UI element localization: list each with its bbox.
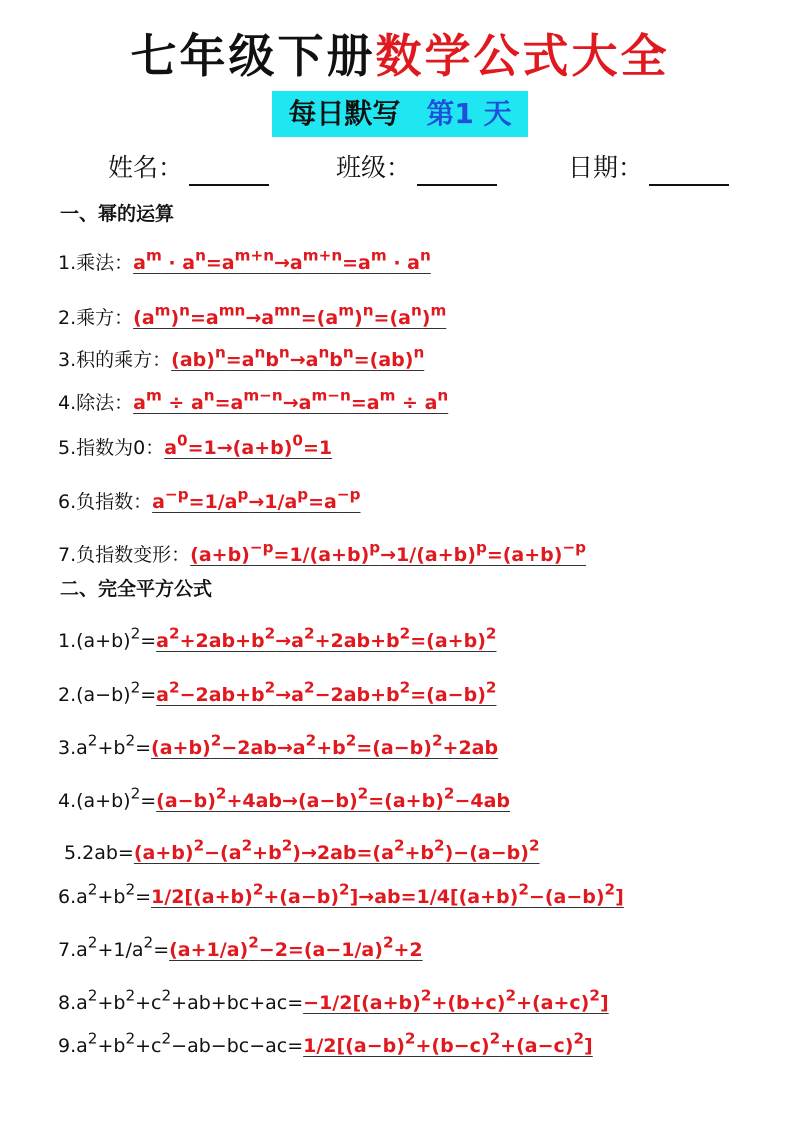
formula-label: 7.负指数变形： <box>58 544 191 566</box>
class-blank[interactable] <box>417 158 497 186</box>
title-grade: 七年级下册 <box>130 29 376 83</box>
formula-row <box>58 935 423 965</box>
formula-label: $7.a^2+1/a^2=$ <box>58 933 170 961</box>
formula-row <box>58 733 498 763</box>
formula-answer: $(a^m)^n=a^{mn}\to a^{mn}=(a^m)^n=(a^n)^m$ <box>133 301 447 329</box>
formula-answer: $(ab)^n=a^nb^n\to a^nb^n=(ab)^n$ <box>171 343 425 371</box>
day-prefix: 每日默写 <box>288 97 401 130</box>
formula-answer: $1/2[(a+b)^2+(a-b)^2]\to ab=1/4[(a+b)^2-(a-b)^2]$ <box>151 880 624 908</box>
formula-label: 2.乘方： <box>58 307 134 329</box>
name-field <box>108 150 269 186</box>
formula-label: 5.指数为0： <box>58 437 165 459</box>
formula-answer: $(a+1/a)^2-2=(a-1/a)^2+2$ <box>169 933 423 961</box>
formula-label: 3.积的乘方： <box>58 349 172 371</box>
formula-label: 5.2ab= <box>64 842 134 864</box>
formula-label: 6.负指数： <box>58 491 153 513</box>
section-title-powers: 一、幂的运算 <box>60 203 175 225</box>
formula-answer: $a^m \cdot a^n=a^{m+n}\to a^{m+n}=a^m \cdot a^n$ <box>133 246 431 274</box>
formula-row <box>58 540 586 570</box>
formula-answer: $a^2-2ab+b^2\to a^2-2ab+b^2=(a-b)^2$ <box>156 678 497 706</box>
formula-answer: $(a+b)^2-(a^2+b^2)\to 2ab=(a^2+b^2)-(a-b)^2$ <box>133 836 540 864</box>
section-title-square: 二、完全平方公式 <box>60 578 213 600</box>
formula-answer: $a^m \div a^n=a^{m-n}\to a^{m-n}=a^m \div a^n$ <box>133 386 449 414</box>
formula-label: $3.a^2+b^2=$ <box>58 731 152 759</box>
formula-answer: $-1/2[(a+b)^2+(b+c)^2+(a+c)^2]$ <box>303 986 609 1014</box>
formula-row <box>58 680 496 710</box>
formula-row <box>58 248 431 278</box>
day-banner <box>272 91 528 137</box>
formula-row <box>58 882 624 912</box>
formula-row <box>58 303 446 333</box>
formula-row <box>58 786 510 816</box>
formula-row <box>58 388 448 418</box>
formula-label: $9.a^2+b^2+c^2-ab-bc-ac=$ <box>58 1029 304 1057</box>
formula-label: $2.(a-b)^2=$ <box>58 678 157 706</box>
class-label: 班级： <box>336 153 412 182</box>
formula-label: 1.乘法： <box>58 252 134 274</box>
class-field <box>336 150 497 186</box>
day-number: 第1 天 <box>426 97 512 130</box>
formula-label: $1.(a+b)^2=$ <box>58 624 157 652</box>
page-title <box>0 28 800 84</box>
name-blank[interactable] <box>189 158 269 186</box>
formula-answer: $(a+b)^2-2ab\to a^2+b^2=(a-b)^2+2ab$ <box>151 731 499 759</box>
formula-row <box>58 345 424 375</box>
formula-label: $4.(a+b)^2=$ <box>58 784 157 812</box>
formula-row <box>64 838 540 868</box>
formula-row <box>58 487 361 517</box>
name-label: 姓名： <box>108 153 184 182</box>
formula-answer: $(a+b)^{-p}=1/(a+b)^p\to 1/(a+b)^p=(a+b)^{-p}$ <box>190 538 587 566</box>
formula-answer: $a^0=1\to(a+b)^0=1$ <box>164 431 333 459</box>
formula-answer: $a^2+2ab+b^2\to a^2+2ab+b^2=(a+b)^2$ <box>156 624 497 652</box>
formula-label: $6.a^2+b^2=$ <box>58 880 152 908</box>
formula-row <box>58 1031 593 1061</box>
formula-label: $8.a^2+b^2+c^2+ab+bc+ac=$ <box>58 986 304 1014</box>
formula-label: 4.除法： <box>58 392 134 414</box>
formula-answer: $(a-b)^2+4ab\to(a-b)^2=(a+b)^2-4ab$ <box>156 784 511 812</box>
formula-row <box>58 626 496 656</box>
formula-row <box>58 433 332 463</box>
date-blank[interactable] <box>649 158 729 186</box>
formula-answer: $1/2[(a-b)^2+(b-c)^2+(a-c)^2]$ <box>303 1029 593 1057</box>
date-label: 日期： <box>568 153 644 182</box>
formula-row <box>58 988 609 1018</box>
title-subject: 数学公式大全 <box>375 29 670 83</box>
date-field <box>568 150 729 186</box>
formula-answer: $a^{-p}=1/a^p\to 1/a^p=a^{-p}$ <box>152 485 361 513</box>
